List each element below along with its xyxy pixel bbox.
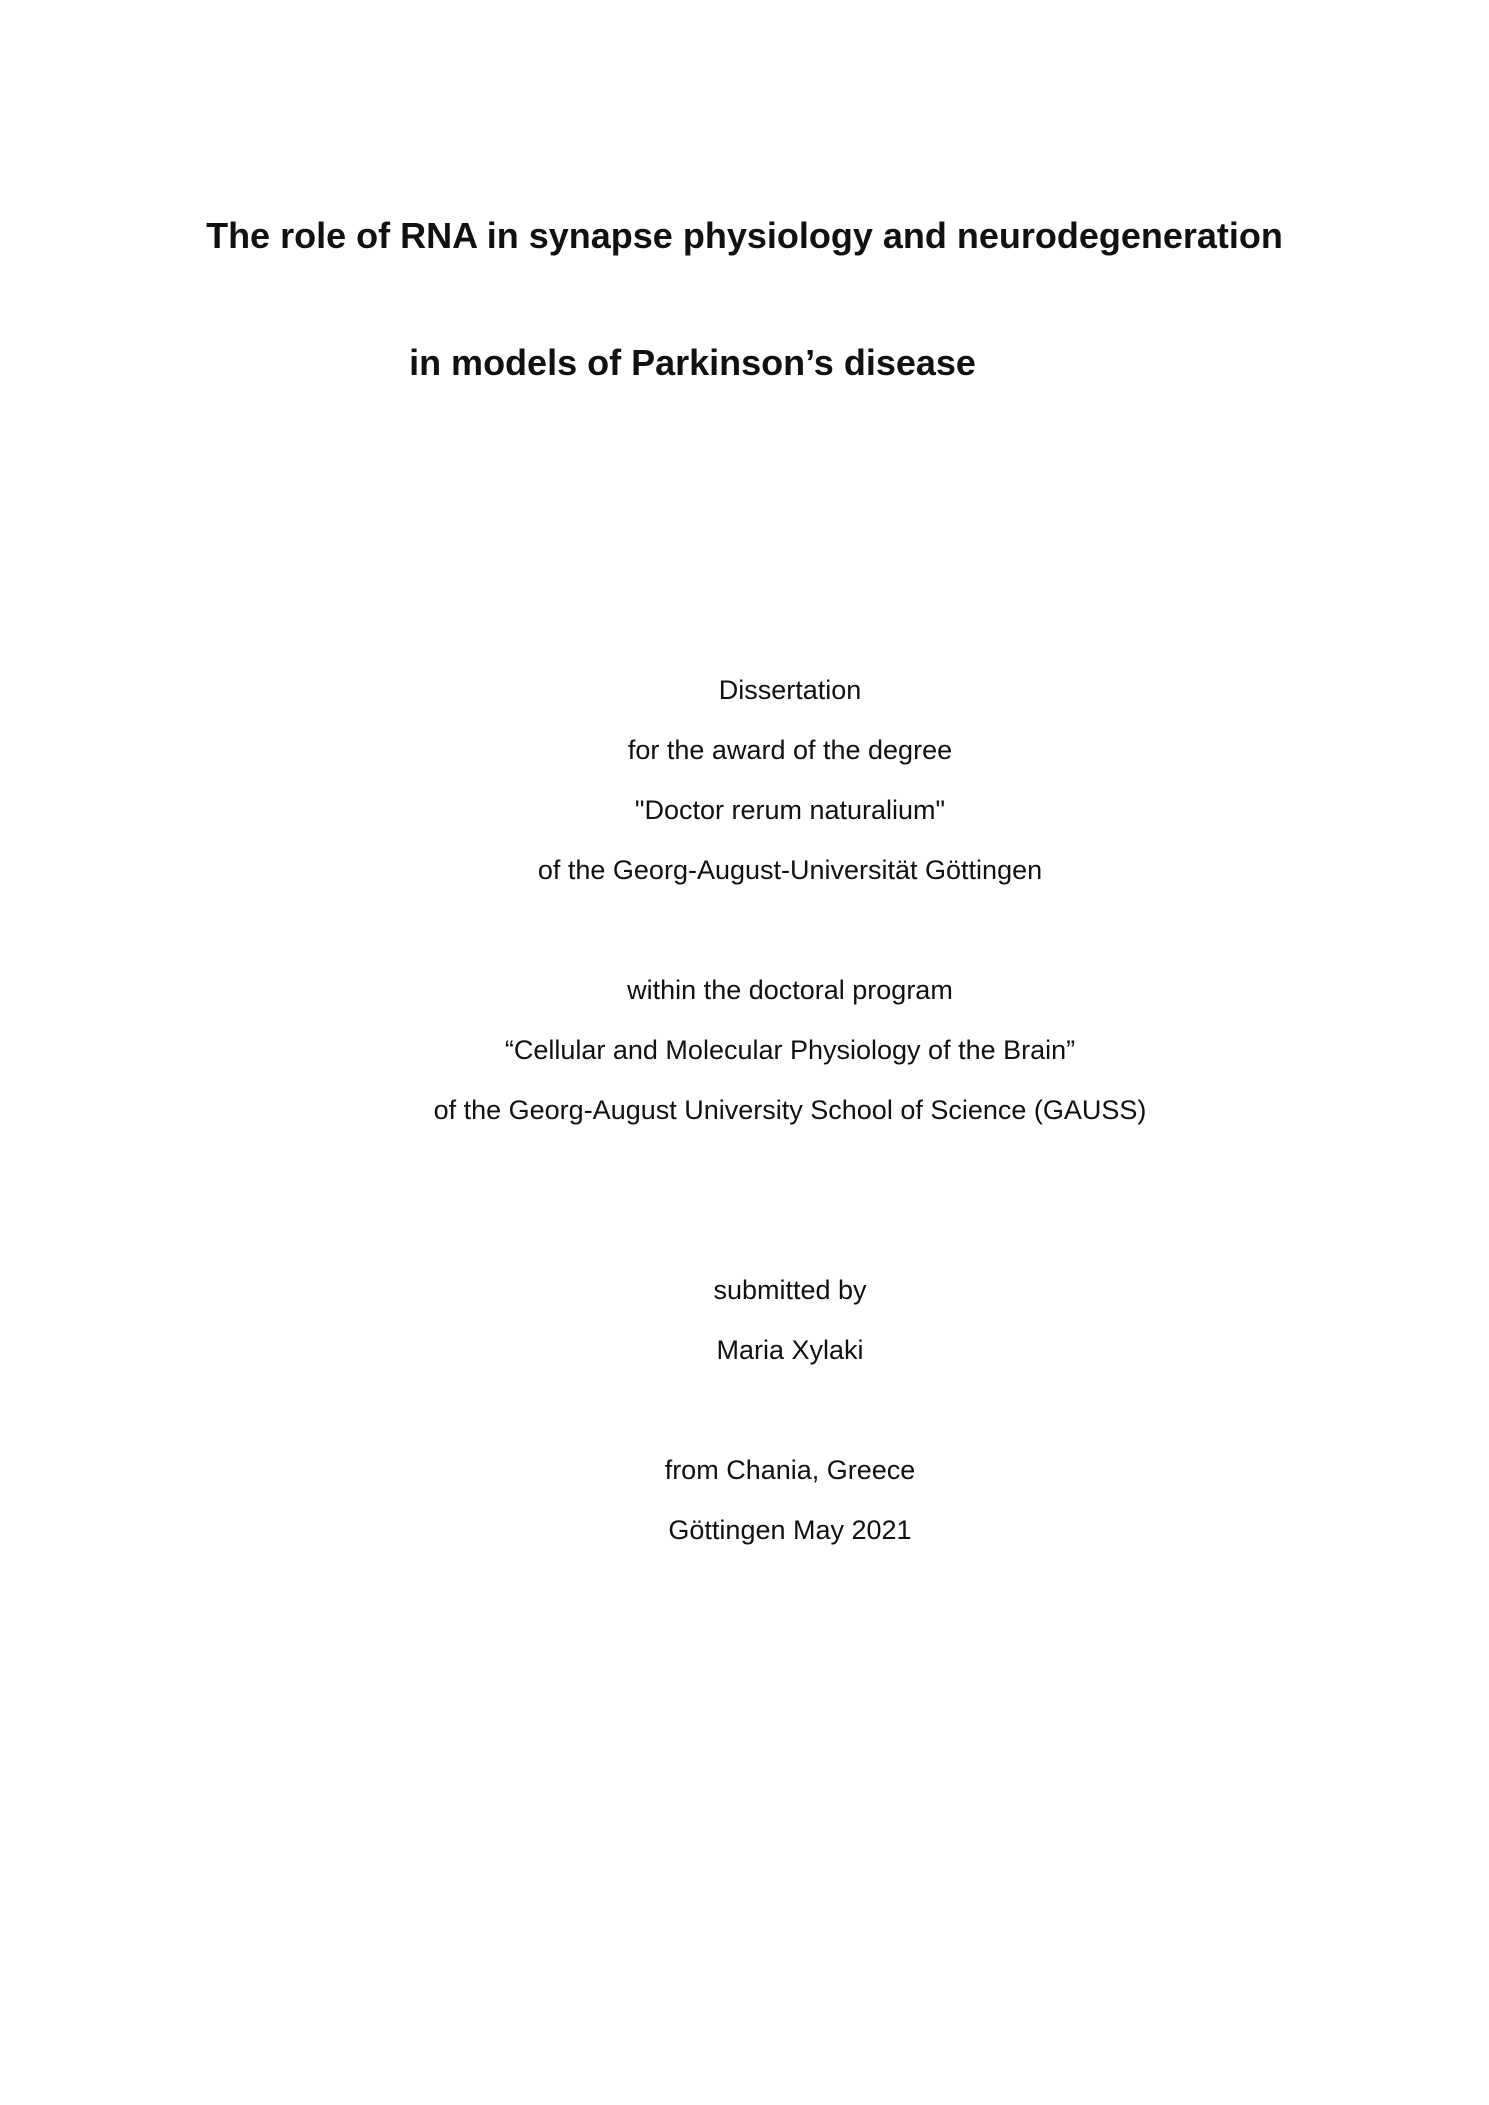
place-and-date: Göttingen May 2021 bbox=[668, 1515, 912, 1545]
submitted-by-label: submitted by bbox=[713, 1275, 867, 1305]
degree-type: Dissertation bbox=[718, 675, 862, 705]
thesis-title-line-2: in models of Parkinson’s disease bbox=[409, 342, 976, 383]
degree-name: "Doctor rerum naturalium" bbox=[634, 795, 946, 825]
author-name: Maria Xylaki bbox=[716, 1335, 864, 1365]
degree-purpose: for the award of the degree bbox=[627, 735, 953, 765]
author-origin: from Chania, Greece bbox=[664, 1455, 916, 1485]
program-school: of the Georg-August University School of Science (GAUSS) bbox=[433, 1095, 1147, 1125]
thesis-title-line-1: The role of RNA in synapse physiology and neurodegeneration bbox=[206, 215, 1283, 256]
program-intro: within the doctoral program bbox=[627, 975, 953, 1005]
program-name: “Cellular and Molecular Physiology of the Brain” bbox=[504, 1035, 1076, 1065]
degree-university: of the Georg-August-Universität Göttingen bbox=[537, 855, 1043, 885]
